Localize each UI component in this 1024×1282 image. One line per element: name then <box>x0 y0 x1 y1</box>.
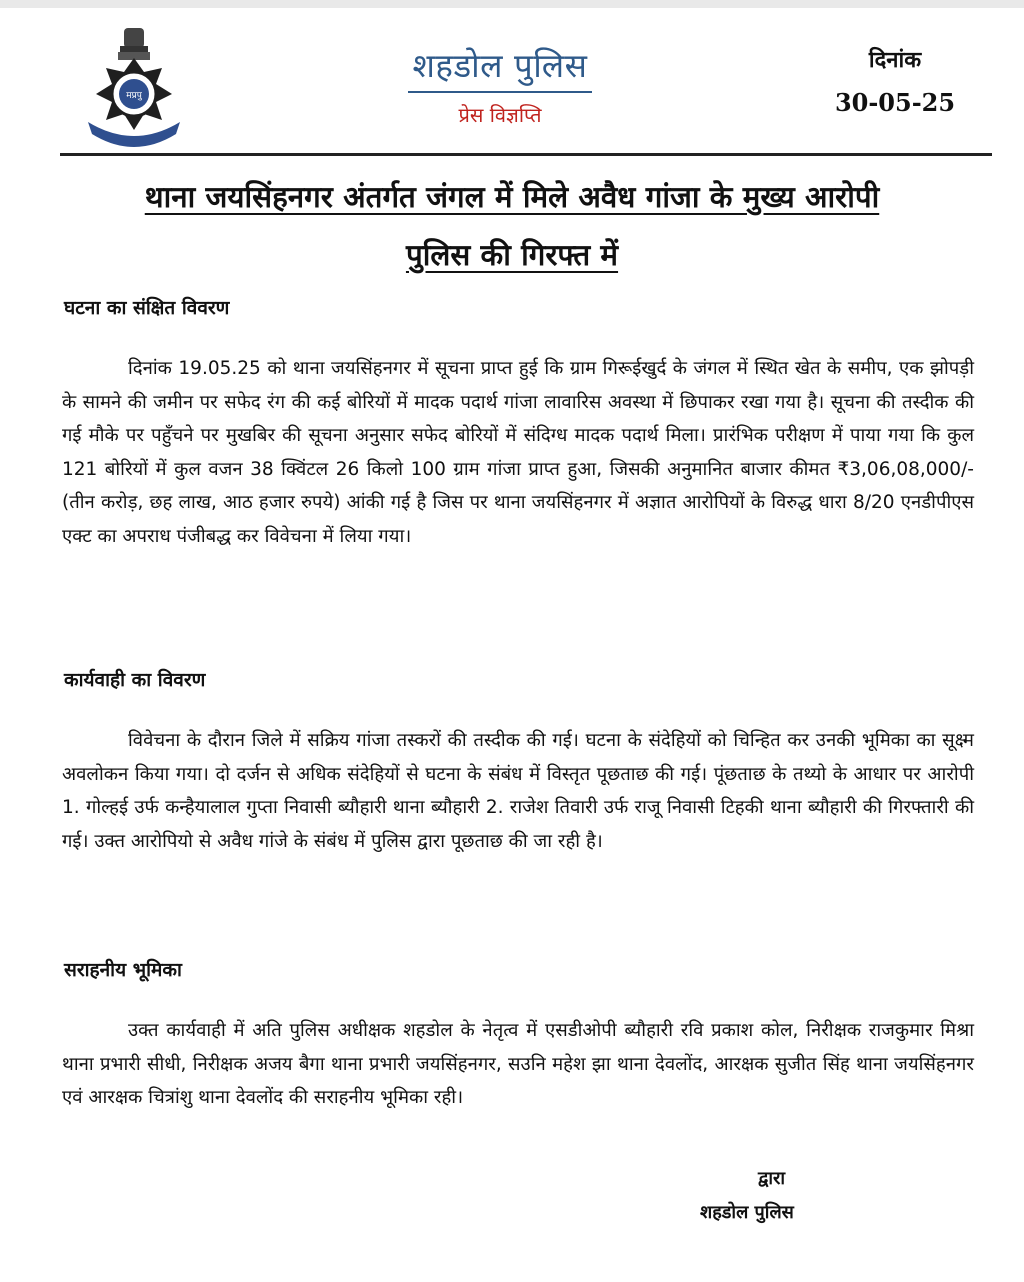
press-release-label: प्रेस विज्ञप्ति <box>458 103 542 127</box>
section-title-incident: घटना का संक्षित विवरण <box>64 297 230 319</box>
headline-line-1: थाना जयसिंहनगर अंतर्गत जंगल में मिले अवैध गांजा के मुख्य आरोपी <box>144 180 880 214</box>
section-title-commendation: सराहनीय भूमिका <box>64 959 182 981</box>
org-name: शहडोल पुलिस <box>408 42 591 93</box>
paragraph-action: विवेचना के दौरान जिले में सक्रिय गांजा तस्करों की तस्दीक की गई। घटना के संदेहियों को चिन्हित कर उनकी भूमिका का सूक्ष्म अवलोकन किया गया। दो दर्जन से अधिक संदेहियों से घटना के संबंध में विस्तृत पूछताछ की गई। पूंछताछ के तथ्यो के आधार पर आरोपी 1. गोल्हई उर्फ कन्हैयालाल गुप्ता निवासी ब्यौहारी थाना ब्यौहारी 2. राजेश तिवारी उर्फ राजू निवासी टिहकी थाना ब्यौहारी की गिरफ्तारी की गई। उक्त आरोपियो से अवैध गांजे के संबंध में पुलिस द्वारा पूछताछ की जा रही है। <box>62 730 974 852</box>
signature-by: द्वारा <box>758 1168 786 1189</box>
headline-line-2: पुलिस की गिरफ्त में <box>405 238 619 272</box>
date-label: दिनांक <box>868 48 922 73</box>
header-divider <box>60 153 992 156</box>
paragraph-incident: दिनांक 19.05.25 को थाना जयसिंहनगर में सूचना प्राप्त हुई कि ग्राम गिरूईखुर्द के जंगल में स्थित खेत के समीप, एक झोपड़ी के सामने की जमीन पर सफेद रंग की कई बोरियों में मादक पदार्थ गांजा लावारिस अवस्था में छिपाकर रखा गया है। सूचना की तस्दीक की गई मौके पर पहुँचने पर मुखबिर की सूचना अनुसार सफेद बोरियों में संदिग्ध मादक पदार्थ मिला। प्रारंभिक परीक्षण में पाया गया कि कुल 121 बोरियों में कुल वजन 38 क्विंटल 26 किलो 100 ग्राम गांजा प्राप्त हुआ, जिसकी अनुमानित बाजार कीमत ₹3,06,08,000/- (तीन करोड़, छह लाख, आठ हजार रुपये) आंकी गई है जिस पर थाना जयसिंहनगर में अज्ञात आरोपियों के विरुद्ध धारा 8/20 एनडीपीएस एक्ट का अपराध पंजीबद्ध कर विवेचना में लिया गया। <box>62 358 974 547</box>
paragraph-commendation: उक्त कार्यवाही में अति पुलिस अधीक्षक शहडोल के नेतृत्व में एसडीओपी ब्यौहारी रवि प्रकाश कोल, निरीक्षक राजकुमार मिश्रा थाना प्रभारी सीधी, निरीक्षक अजय बैगा थाना प्रभारी जयसिंहनगर, सउनि महेश झा थाना देवलोंद, आरक्षक सुजीत सिंह थाना जयसिंहनगर एवं आरक्षक चित्रांशु थाना देवलोंद की सराहनीय भूमिका रही। <box>62 1020 974 1108</box>
signature-name: शहडोल पुलिस <box>700 1202 794 1223</box>
police-emblem-icon <box>78 22 190 150</box>
date-value: 30-05-25 <box>834 88 956 117</box>
headline <box>40 168 984 284</box>
header-title-block <box>370 42 630 128</box>
section-title-action: कार्यवाही का विवरण <box>64 669 206 691</box>
emblem-text: मप्रपु <box>126 91 142 101</box>
date-block <box>820 44 970 117</box>
top-band <box>0 0 1024 8</box>
